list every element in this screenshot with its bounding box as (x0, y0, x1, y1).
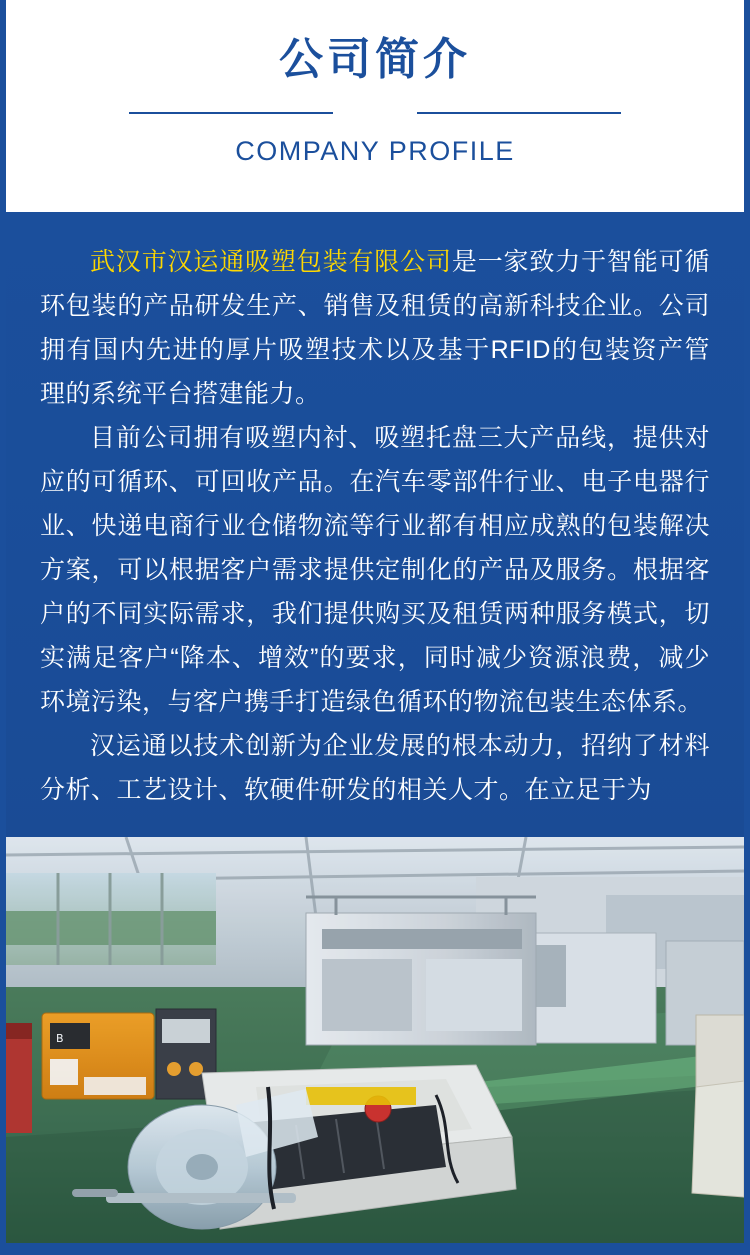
paragraph-2: 目前公司拥有吸塑内衬、吸塑托盘三大产品线，提供对应的可循环、可回收产品。在汽车零部件行业、电子电器行业、快递电商行业仓储物流等行业都有相应成熟的包装解决方案，可以根据客户需求提供定制化的产品及服务。根据客户的不同实际需求，我们提供购买及租赁两种服务模式，切实满足客户“降本、增效”的要求，同时减少资源浪费，减少环境污染，与客户携手打造绿色循环的物流包装生态体系。 (40, 424, 710, 716)
divider-line-right (417, 112, 621, 114)
paragraph-3: 汉运通以技术创新为企业发展的根本动力，招纳了材料分析、工艺设计、软硬件研发的相关人才。在立足于为 (40, 732, 710, 804)
page-subtitle: COMPANY PROFILE (235, 136, 515, 167)
company-name-highlight: 武汉市汉运通吸塑包装有限公司 (90, 248, 452, 276)
page-title: 公司简介 (279, 35, 471, 84)
factory-photo-illustration (6, 837, 744, 1243)
paragraph-1-rest: 是一家致力于智能可循环包装的产品研发生产、销售及租赁的高新科技企业。公司拥有国内先进的厚片吸塑技术以及基于RFID的包装资产管理的系统平台搭建能力。 (40, 248, 710, 408)
factory-photo (6, 837, 744, 1243)
title-divider (129, 112, 621, 114)
divider-line-left (129, 112, 333, 114)
bottom-accent-bar (6, 1243, 744, 1255)
svg-text:B: B (56, 1032, 64, 1045)
profile-text-block (6, 212, 744, 837)
page-header (6, 0, 744, 212)
paragraph-1 (40, 240, 710, 416)
